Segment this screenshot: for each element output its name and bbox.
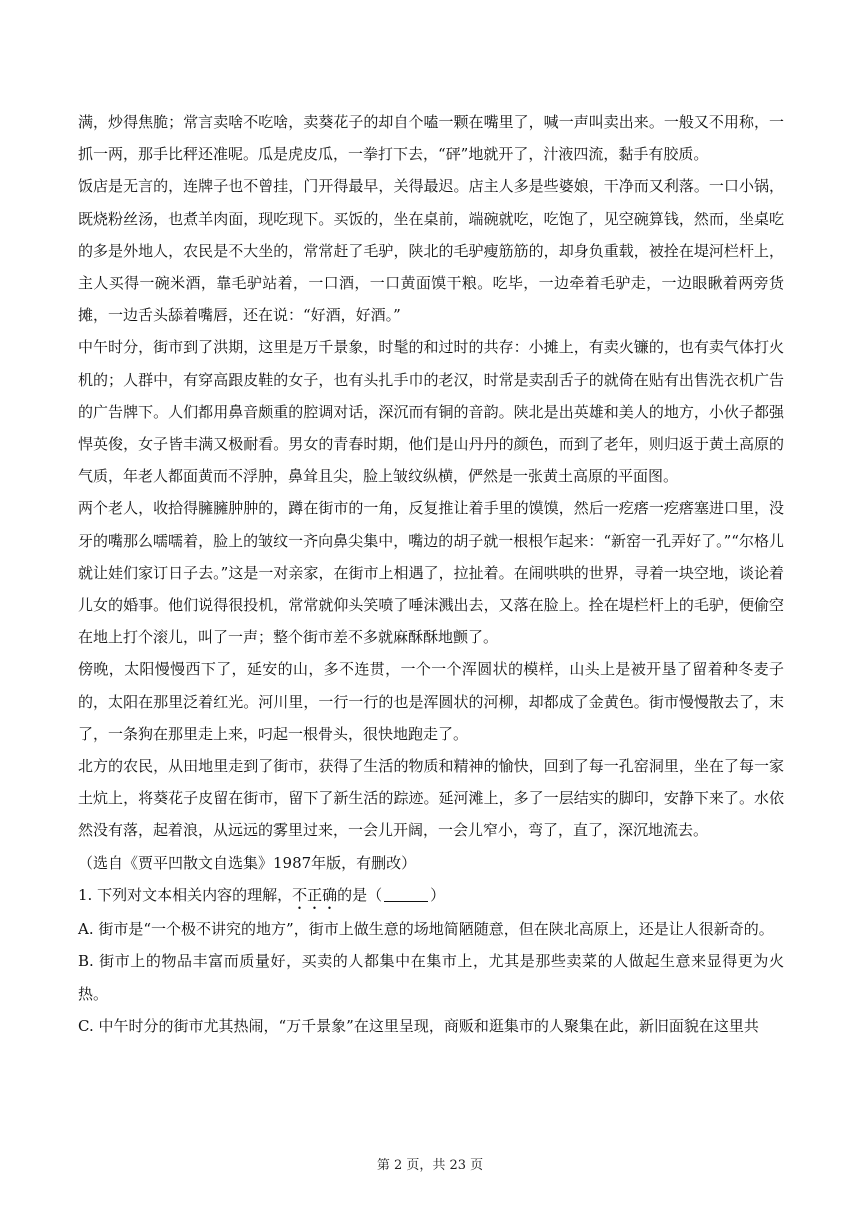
paragraph-6: 北方的农民，从田地里走到了街市，获得了生活的物质和精神的愉快，回到了每一孔窑洞里，坐在了每一家土炕上，将葵花子皮留在街市，留下了新生活的踪迹。延河滩上，多了一层结实的脚印，安静下来了。水依然没有落，起着浪，从远远的雾里过来，一会儿开阔，一会儿窄小，弯了，直了，深沉地流去。 (78, 757, 784, 840)
question-stem-before: 下列对文本相关内容的理解， (97, 885, 293, 904)
option-b: B. 街市上的物品丰富而质量好，买卖的人都集中在集市上，尤其是那些卖菜的人做起生意来显得更为火热。 (78, 952, 784, 1003)
question-stem (78, 879, 784, 913)
paragraph-1: 满，炒得焦脆；常言卖啥不吃啥，卖葵花子的却自个嗑一颗在嘴里了，喊一声叫卖出来。一般又不用称，一抓一两，那手比秤还准呢。瓜是虎皮瓜，一拳打下去，“砰”地就开了，汁液四流，黏手有胶质。 (78, 113, 784, 164)
option-c: C. 中午时分的街市尤其热闹，“万千景象”在这里呈现，商贩和逛集市的人聚集在此，新旧面貌在这里共 (78, 1017, 759, 1036)
question-stem-end: ） (430, 885, 446, 904)
paragraph-5: 傍晚，太阳慢慢西下了，延安的山，多不连贯，一个一个浑圆状的模样，山头上是被开垦了留着种冬麦子的，太阳在那里泛着红光。河川里，一行一行的也是浑圆状的河柳，却都成了金黄色。街市慢慢散去了，末了，一条狗在那里走上来，叼起一根骨头，很快地跑走了。 (78, 660, 784, 743)
paragraph-4: 两个老人，收拾得臃臃肿肿的，蹲在街市的一角，反复推让着手里的馍馍，然后一疙瘩一疙瘩塞进口里，没牙的嘴那么嚅嚅着，脸上的皱纹一齐向鼻尖集中，嘴边的胡子就一根根乍起来：“新窑一孔弄好了。”“尔格儿就让娃们家订日子去。”这是一对亲家，在街市上相遇了，拉扯着。在闹哄哄的世界，寻着一块空地，谈论着儿女的婚事。他们说得很投机，常常就仰头笑喷了唾沫溅出去，又落在脸上。拴在堤栏杆上的毛驴，便偷空在地上打个滚儿，叫了一声；整个街市差不多就麻酥酥地颤了。 (78, 499, 784, 647)
paragraph-2: 饭店是无言的，连牌子也不曾挂，门开得最早，关得最迟。店主人多是些婆娘，干净而又利落。一口小锅，既烧粉丝汤，也煮羊肉面，现吃现下。买饭的，坐在桌前，端碗就吃，吃饱了，见空碗算钱，然而，坐桌吃的多是外地人，农民是不大坐的，常常赶了毛驴，陕北的毛驴瘦筋筋的，却身负重载，被拴在堤河栏杆上，主人买得一碗米酒，靠毛驴站着，一口酒，一口黄面馍干粮。吃毕，一边牵着毛驴走，一边眼瞅着两旁货摊，一边舌头舔着嘴唇，还在说：“好酒，好酒。” (78, 177, 784, 325)
question-number: 1. (78, 885, 93, 904)
paragraph-3: 中午时分，街市到了洪期，这里是万千景象，时髦的和过时的共存：小摊上，有卖火镰的，也有卖气体打火机的；人群中，有穿高跟皮鞋的女子，也有头扎手巾的老汉，时常是卖刮舌子的就倚在贴有出售洗衣机广告的广告牌下。人们都用鼻音颇重的腔调对话，深沉而有铜的音韵。陕北是出英雄和美人的地方，小伙子都强悍英俊，女子皆丰满又极耐看。男女的青春时期，他们是山丹丹的颜色，而到了老年，则归返于黄土高原的气质，年老人都面黄而不浮肿，鼻耸且尖，脸上皱纹纵横，俨然是一张黄土高原的平面图。 (78, 338, 784, 486)
option-a: A. 街市是“一个极不讲究的地方”，街市上做生意的场地简陋随意，但在陕北高原上，还是让人很新奇的。 (78, 919, 774, 938)
source-note: （选自《贾平凹散文自选集》1987年版，有删改） (78, 853, 417, 872)
page-footer: 第 2 页，共 23 页 (376, 1158, 484, 1173)
question-stem-emphasis: 不正确 (292, 885, 338, 904)
document-body (78, 106, 784, 1043)
question-stem-after: 的是（ (337, 885, 383, 904)
answer-blank[interactable] (384, 887, 428, 902)
